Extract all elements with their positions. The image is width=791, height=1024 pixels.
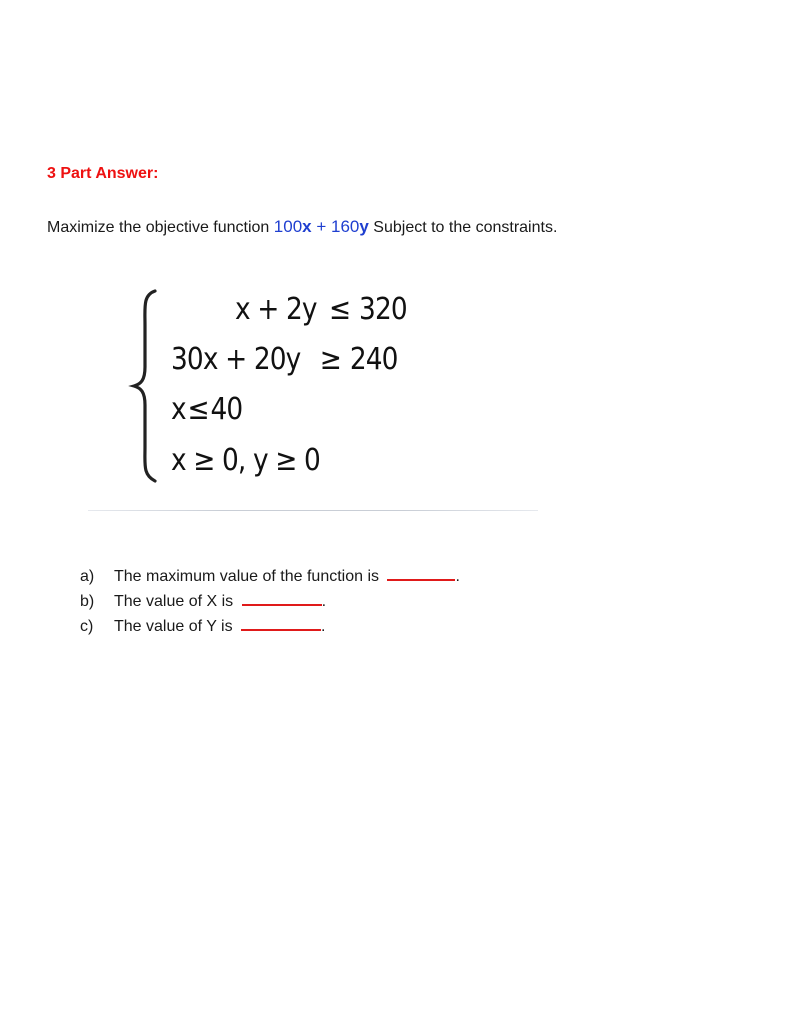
constraint-1-lhs: x + 2y	[235, 292, 317, 327]
constraint-system	[125, 285, 455, 485]
question-b-end: .	[321, 593, 327, 610]
constraint-row-2	[171, 342, 398, 377]
question-c-text: The value of Y is	[114, 618, 238, 635]
constraint-2-rhs: 240	[349, 342, 398, 377]
question-c-end: .	[321, 618, 326, 635]
section-divider	[88, 510, 538, 511]
question-c	[80, 614, 460, 639]
constraint-2-lhs: 30x + 20y	[171, 342, 301, 377]
objective-var-x: x	[302, 217, 312, 236]
constraint-3-lhs: x	[171, 392, 186, 427]
left-brace-icon	[125, 285, 165, 485]
question-a-end: .	[455, 568, 460, 585]
answer-blank-b[interactable]	[242, 590, 322, 606]
question-a-text: The maximum value of the function is	[114, 568, 384, 585]
objective-statement	[47, 217, 557, 237]
question-b-text: The value of X is	[114, 593, 238, 610]
constraint-row-1	[235, 292, 407, 327]
objective-plus: +	[311, 217, 331, 236]
section-heading: 3 Part Answer:	[47, 165, 159, 182]
constraint-3-rhs: 40	[210, 392, 243, 427]
constraint-4-text: x ≥ 0, y ≥ 0	[171, 443, 320, 478]
question-c-marker: c)	[80, 618, 94, 635]
objective-suffix: Subject to the constraints.	[368, 219, 558, 236]
objective-var-y: y	[359, 217, 369, 236]
question-a-marker: a)	[80, 568, 95, 585]
question-b	[80, 589, 460, 614]
constraint-row-3	[171, 392, 242, 427]
question-list	[80, 564, 460, 639]
answer-blank-c[interactable]	[241, 615, 321, 631]
answer-blank-a[interactable]	[387, 565, 455, 581]
constraint-1-rhs: 320	[359, 292, 407, 327]
question-b-marker: b)	[80, 593, 95, 610]
objective-prefix: Maximize the objective function	[47, 219, 274, 236]
objective-coef-y: 160	[331, 217, 360, 236]
constraint-row-4	[171, 443, 320, 478]
objective-coef-x: 100	[273, 217, 303, 236]
question-a	[80, 564, 460, 589]
constraint-3-relation: ≤	[187, 392, 209, 427]
constraint-1-relation: ≤	[328, 292, 351, 327]
constraint-2-relation: ≥	[319, 342, 342, 377]
